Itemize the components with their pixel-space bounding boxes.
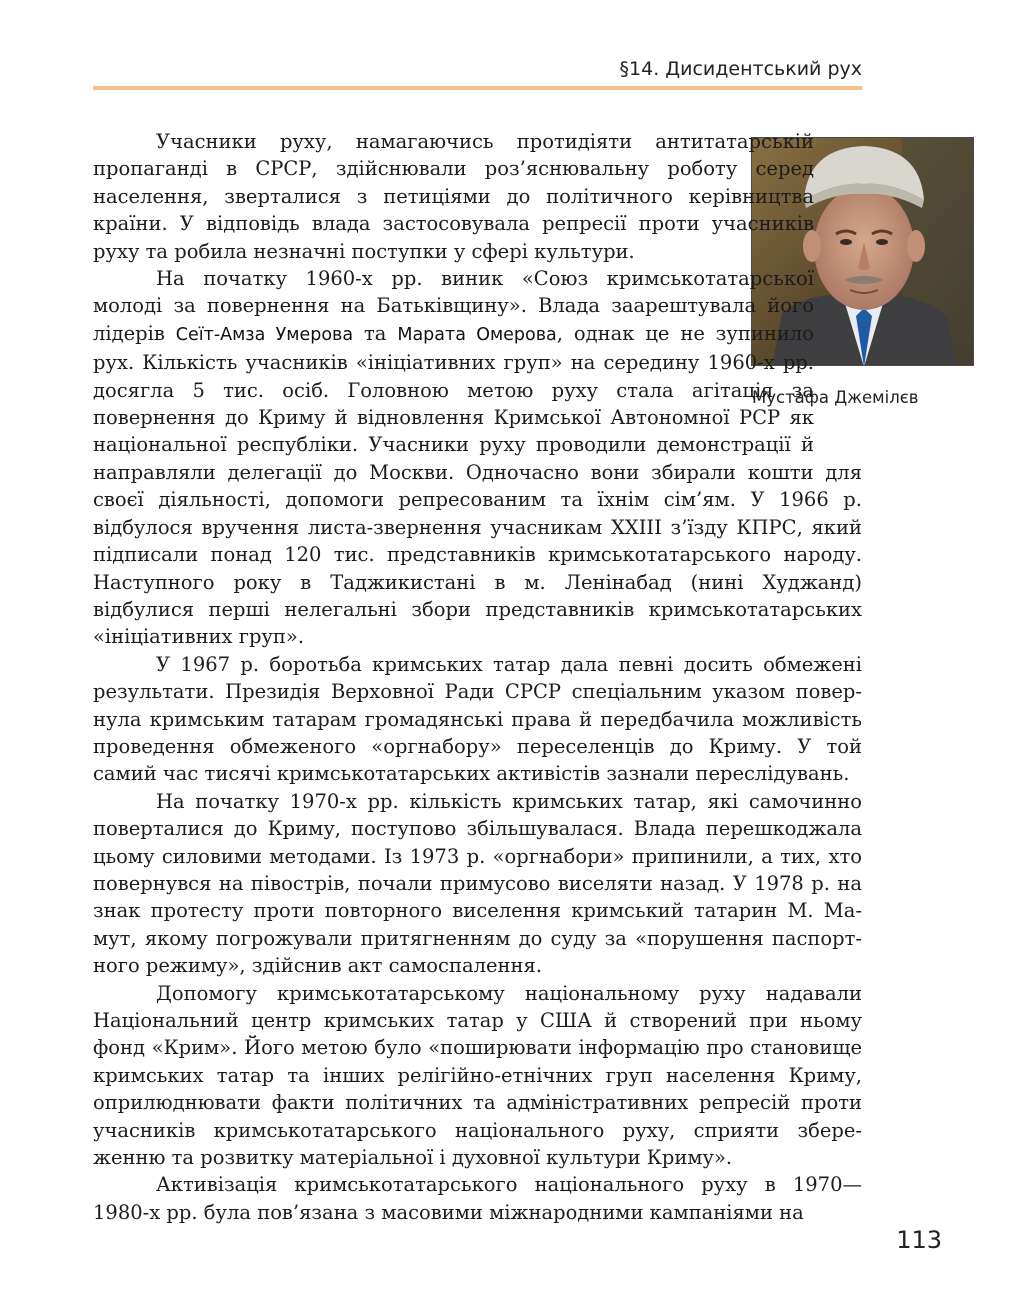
photo-wrap-space <box>814 128 862 434</box>
person-name-umerov: Сеїт-Амза Умерова <box>175 324 354 345</box>
paragraph-3: У 1967 р. боротьба кримських татар дала певні досить обмежені результати. Президія Верховної Ради СРСР спеціальним указом повернула кримським татарам громадянські права й передбачила можливість проведення обмеженого «оргнабору» переселенців до Криму. У той самий час тисячі кримськотатарських активістів зазнали переслідувань. <box>93 652 862 786</box>
paragraph-6: Активізація кримськотатарського національного руху в 1970—1980-х рр. була пов’язана з масовими міжнародними кампаніями на <box>93 1173 862 1224</box>
page-number: 113 <box>896 1226 942 1254</box>
paragraph-2-text-b: та <box>353 321 398 345</box>
paragraph-1: Учасники руху, намагаючись протидіяти антитатарській пропаганді в СРСР, здійснювали роз’яснювальну роботу серед населення, зверталися з петиціями до політичного керівництва країни. У відповідь влада застосовувала репресії проти учасників руху та робила незначні поступки у сфері культури. <box>93 130 814 263</box>
paragraph-4: На початку 1970-х рр. кількість кримських татар, які самочинно поверталися до Криму, поступово збільшувалася. Влада перешкоджала цьому силовими методами. Із 1973 р. «оргнабори» припинили, а тих, хто повернувся на півострів, почали примусово виселяти назад. У 1978 р. на знак протесту проти повторного виселення кримський татарин М. Мамут, якому погрожували притягненням до суду за «порушення паспортного режиму», здійснив акт самоспалення. <box>93 789 862 978</box>
photo-caption: Мустафа Джемілєв <box>752 388 919 407</box>
paragraph-2-text-c: , однак це не зупинило рух. Кількість учасників «ініціативних груп» на середину 1960-х рр. досягла 5 тис. осіб. Головною метою руху стала агітація за повернення до Криму й відновлення Кримської Автономної РСР як національної республіки. Учасники руху проводили демонстрації й направляли делегації до Москви. Одночасно вони збирали кошти для своєї діяльності, допомоги репресованим та їхнім сім’ям. У 1966 р. відбулося вручення листа-звернення учасникам XXIII з’їзду КПРС, який підписали понад 120 тис. представників кримськотатарського народу. Наступного року в Таджикистані в м. Ленінабад (нині Худжанд) відбулися перші нелегальні збори представників кримськотатарських «ініціативних груп». <box>93 321 862 649</box>
header-divider <box>93 86 862 90</box>
running-header: §14. Дисидентський рух <box>619 58 862 80</box>
paragraph-2 <box>93 265 862 651</box>
main-text <box>93 128 862 1226</box>
paragraph-2-text-a: На початку 1960-х рр. виник «Союз кримськотатарської молоді за повернення на Батьківщину». Влада заарештувала його лідерів <box>93 267 814 345</box>
paragraph-5: Допомогу кримськотатарському національному руху надавали Національний центр кримських татар у США й створений при ньому фонд «Крим». Його метою було «поширювати інформацію про становище кримських татар та інших релігійно-етнічних груп населення Криму, оприлюднювати факти політичних та адміністративних репресій проти учасників кримськотатарського національного руху, сприяти збереженню та розвитку матеріальної і духовної культури Криму». <box>93 981 862 1170</box>
person-name-omerov: Марата Омерова <box>397 324 557 345</box>
